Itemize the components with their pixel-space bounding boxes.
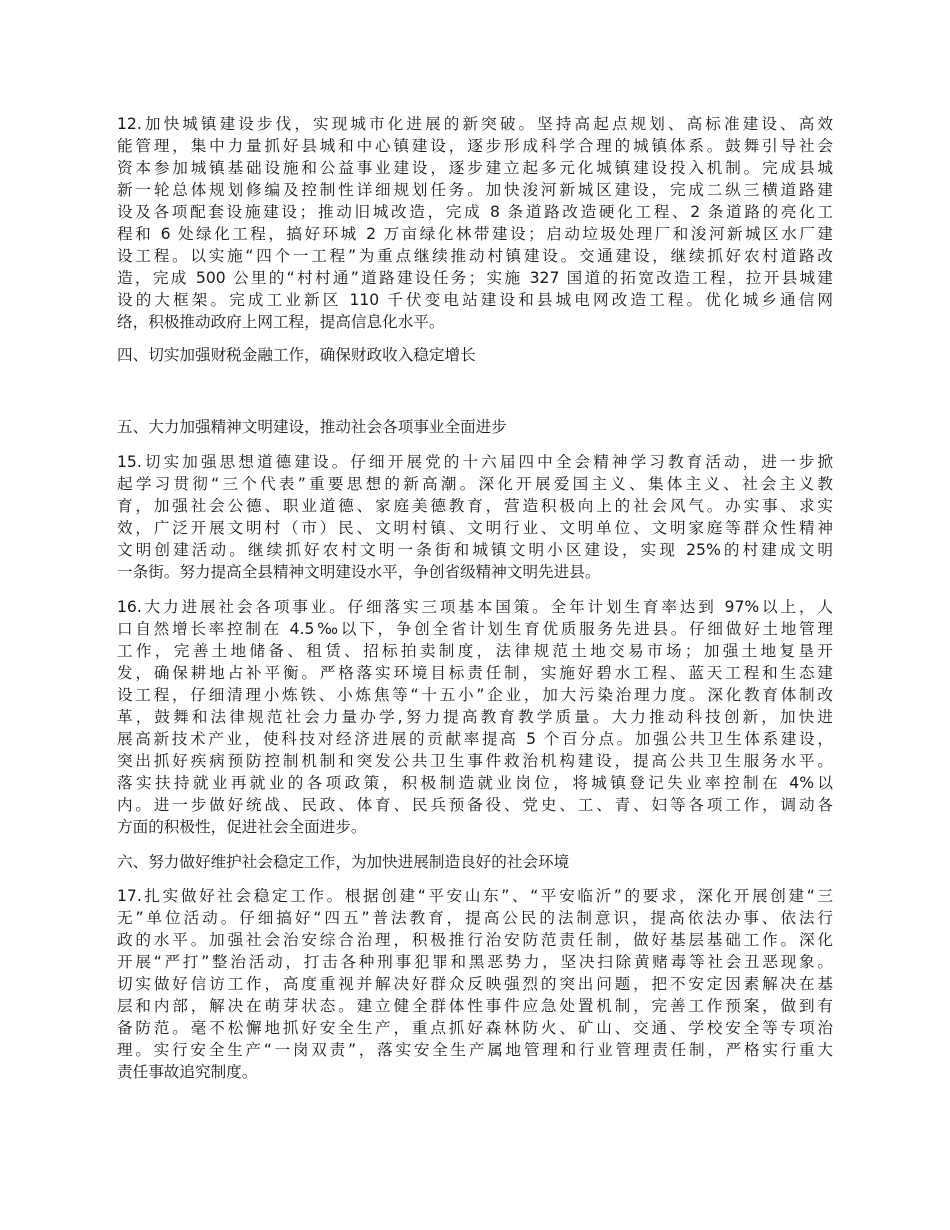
paragraph-17 — [117, 885, 833, 1083]
text-line: 程和 6 处绿化工程，搞好环城 2 万亩绿化林带建设；启动垃圾处理厂和浚河新城区水厂建 — [117, 225, 833, 243]
text-line: 方面的积极性，促进社会全面进步。 — [117, 818, 367, 836]
text-line: 发，确保耕地占补平衡。严格落实环境目标责任制，实施好碧水工程、蓝天工程和生态建 — [117, 664, 833, 682]
section-heading-4: 四、切实加强财税金融工作，确保财政收入稳定增长 — [117, 346, 476, 364]
text-line: 一条街。努力提高全县精神文明建设水平，争创省级精神文明先进县。 — [117, 563, 601, 581]
text-line: 展高新技术产业，使科技对经济进展的贡献率提高 5 个百分点。加强公共卫生体系建设， — [117, 730, 833, 748]
text-line: 17.扎实做好社会稳定工作。根据创建“平安山东”、“平安临沂”的要求，深化开展创建“三 — [117, 887, 833, 905]
text-line: 新一轮总体规划修编及控制性详细规划任务。加快浚河新城区建设，完成二纵三横道路建 — [117, 181, 833, 199]
paragraph-12 — [117, 113, 833, 333]
text-line: 效，广泛开展文明村（市）民、文明村镇、文明行业、文明单位、文明家庭等群众性精神 — [117, 519, 833, 537]
section-heading-5: 五、大力加强精神文明建设，推动社会各项事业全面进步 — [117, 418, 507, 436]
text-line: 造，完成 500 公里的“村村通”道路建设任务；实施 327 国道的拓宽改造工程，拉开县城建 — [117, 269, 833, 287]
text-line: 设的大框架。完成工业新区 110 千伏变电站建设和县城电网改造工程。优化城乡通信网 — [117, 291, 833, 309]
paragraph-16 — [117, 596, 833, 838]
text-line: 开展“严打”整治活动，打击各种刑事犯罪和黑恶势力，坚决扫除黄赌毒等社会丑恶现象。 — [117, 953, 833, 971]
text-line: 层和内部，解决在萌芽状态。建立健全群体性事件应急处置机制，完善工作预案，做到有 — [117, 997, 833, 1015]
text-line: 突出抓好疾病预防控制机制和突发公共卫生事件救治机构建设，提高公共卫生服务水平。 — [117, 752, 833, 770]
text-line: 革，鼓舞和法律规范社会力量办学,努力提高教育教学质量。大力推动科技创新，加快进 — [117, 708, 833, 726]
text-line: 设及各项配套设施建设；推动旧城改造，完成 8 条道路改造硬化工程、2 条道路的亮化工 — [117, 203, 833, 221]
text-line: 责任事故追究制度。 — [117, 1063, 258, 1081]
text-line: 无”单位活动。仔细搞好“四五”普法教育，提高公民的法制意识，提高依法办事、依法行 — [117, 909, 833, 927]
text-line: 切实做好信访工作，高度重视并解决好群众反映强烈的突出问题，把不安定因素解决在基 — [117, 975, 833, 993]
text-line: 设工程，仔细清理小炼铁、小炼焦等“十五小”企业，加大污染治理力度。深化教育体制改 — [117, 686, 833, 704]
text-line: 12.加快城镇建设步伐，实现城市化进展的新突破。坚持高起点规划、高标准建设、高效 — [117, 115, 833, 133]
text-line: 起学习贯彻“三个代表”重要思想的新高潮。深化开展爱国主义、集体主义、社会主义教 — [117, 475, 833, 493]
text-line: 工作，完善土地储备、租赁、招标拍卖制度，法律规范土地交易市场；加强土地复垦开 — [117, 642, 833, 660]
text-line: 口自然增长率控制在 4.5‰以下，争创全省计划生育优质服务先进县。仔细做好土地管理 — [117, 620, 833, 638]
text-line: 络，积极推动政府上网工程，提高信息化水平。 — [117, 313, 445, 331]
text-line: 能管理，集中力量抓好县城和中心镇建设，逐步形成科学合理的城镇体系。鼓舞引导社会 — [117, 137, 833, 155]
text-line: 资本参加城镇基础设施和公益事业建设，逐步建立起多元化城镇建设投入机制。完成县城 — [117, 159, 833, 177]
section-heading-6: 六、努力做好维护社会稳定工作，为加快进展制造良好的社会环境 — [117, 853, 570, 871]
text-line: 16.大力进展社会各项事业。仔细落实三项基本国策。全年计划生育率达到 97%以上，人 — [117, 598, 833, 616]
text-line: 备防范。毫不松懈地抓好安全生产，重点抓好森林防火、矿山、交通、学校安全等专项治 — [117, 1019, 833, 1037]
text-line: 育，加强社会公德、职业道德、家庭美德教育，营造积极向上的社会风气。办实事、求实 — [117, 497, 833, 515]
text-line: 文明创建活动。继续抓好农村文明一条街和城镇文明小区建设，实现 25%的村建成文明 — [117, 541, 833, 559]
text-line: 政的水平。加强社会治安综合治理，积极推行治安防范责任制，做好基层基础工作。深化 — [117, 931, 833, 949]
text-line: 落实扶持就业再就业的各项政策，积极制造就业岗位，将城镇登记失业率控制在 4%以 — [117, 774, 833, 792]
text-line: 设工程。以实施“四个一工程”为重点继续推动村镇建设。交通建设，继续抓好农村道路改 — [117, 247, 833, 265]
text-line: 内。进一步做好统战、民政、体育、民兵预备役、党史、工、青、妇等各项工作，调动各 — [117, 796, 833, 814]
paragraph-15 — [117, 451, 833, 583]
text-line: 理。实行安全生产“一岗双责”，落实安全生产属地管理和行业管理责任制，严格实行重大 — [117, 1041, 833, 1059]
text-line: 15.切实加强思想道德建设。仔细开展党的十六届四中全会精神学习教育活动，进一步掀 — [117, 453, 833, 471]
